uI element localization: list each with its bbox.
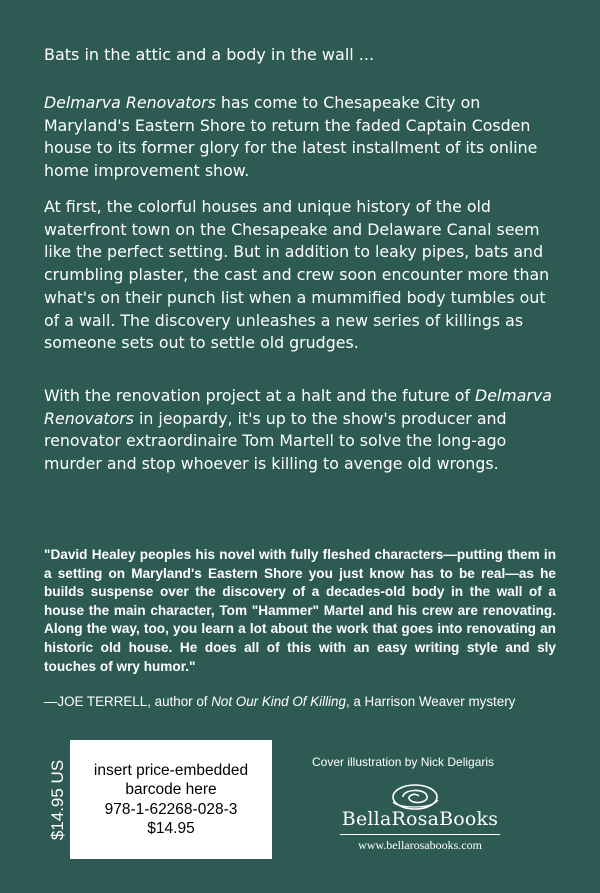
price-label bbox=[46, 740, 70, 860]
tagline: Bats in the attic and a body in the wall ... bbox=[44, 45, 375, 64]
logo-divider bbox=[340, 834, 500, 835]
review-quote: "David Healey peoples his novel with fully fleshed characters—putting them in a setting on Maryland's Eastern Shore you just know has to be real—as he builds suspense over the discovery of a decades-old body in the wall of a house the main character, Tom "Hammer" Martel and his crew are renovating. Along the way, too, you learn a lot about the work that goes into renovating an historic old house. He does all of this with an easy writing style and sly touches of wry humor." bbox=[44, 547, 556, 674]
cover-credit: Cover illustration by Nick Deligaris bbox=[312, 755, 495, 769]
review-attribution bbox=[44, 693, 564, 711]
paragraph-3-after: in jeopardy, it's up to the show's producer and renovator extraordinaire Tom Martell to solve the long-ago murder and stop whoever is killing to avenge old wrongs. bbox=[44, 408, 507, 474]
barcode-line-1: insert price-embedded bbox=[93, 761, 249, 779]
show-title: Delmarva Renovators bbox=[44, 93, 216, 112]
blurb-paragraph-2: At first, the colorful houses and unique history of the old waterfront town on the Chesapeake and Delaware Canal seem like the perfect setting. But in addition to leaky pipes, bats and crumbling plaster, the cast and crew soon encounter more than what's on their punch list when a mummified body tumbles out of a wall. The discovery unleashes a new series of killings as someone sets out to settle old grudges. bbox=[44, 197, 550, 353]
barcode-placeholder bbox=[70, 740, 272, 859]
isbn: 978-1-62268-028-3 bbox=[104, 800, 238, 818]
attribution-name: —JOE TERRELL, author of bbox=[44, 694, 212, 709]
attribution-book: Not Our Kind Of Killing bbox=[211, 694, 346, 709]
paragraph-3-before: With the renovation project at a halt and the future of bbox=[44, 386, 476, 405]
blurb-paragraph-1 bbox=[44, 92, 564, 183]
paragraph-1-text: has come to Chesapeake City on Maryland's Eastern Shore to return the faded Captain Cosden house to its former glory for the latest installment of its online home improvement show. bbox=[44, 93, 538, 181]
publisher-logo bbox=[330, 780, 510, 860]
barcode-price: $14.95 bbox=[147, 819, 195, 837]
attribution-suffix: , a Harrison Weaver mystery bbox=[345, 694, 516, 709]
publisher-url: www.bellarosabooks.com bbox=[358, 838, 482, 852]
publisher-name: BellaRosaBooks bbox=[341, 808, 499, 830]
show-title: Delmarva Renovators bbox=[44, 386, 552, 428]
blurb-paragraph-3 bbox=[44, 385, 564, 476]
barcode-line-2: barcode here bbox=[125, 781, 217, 799]
price-text: $14.95 US bbox=[48, 759, 67, 841]
